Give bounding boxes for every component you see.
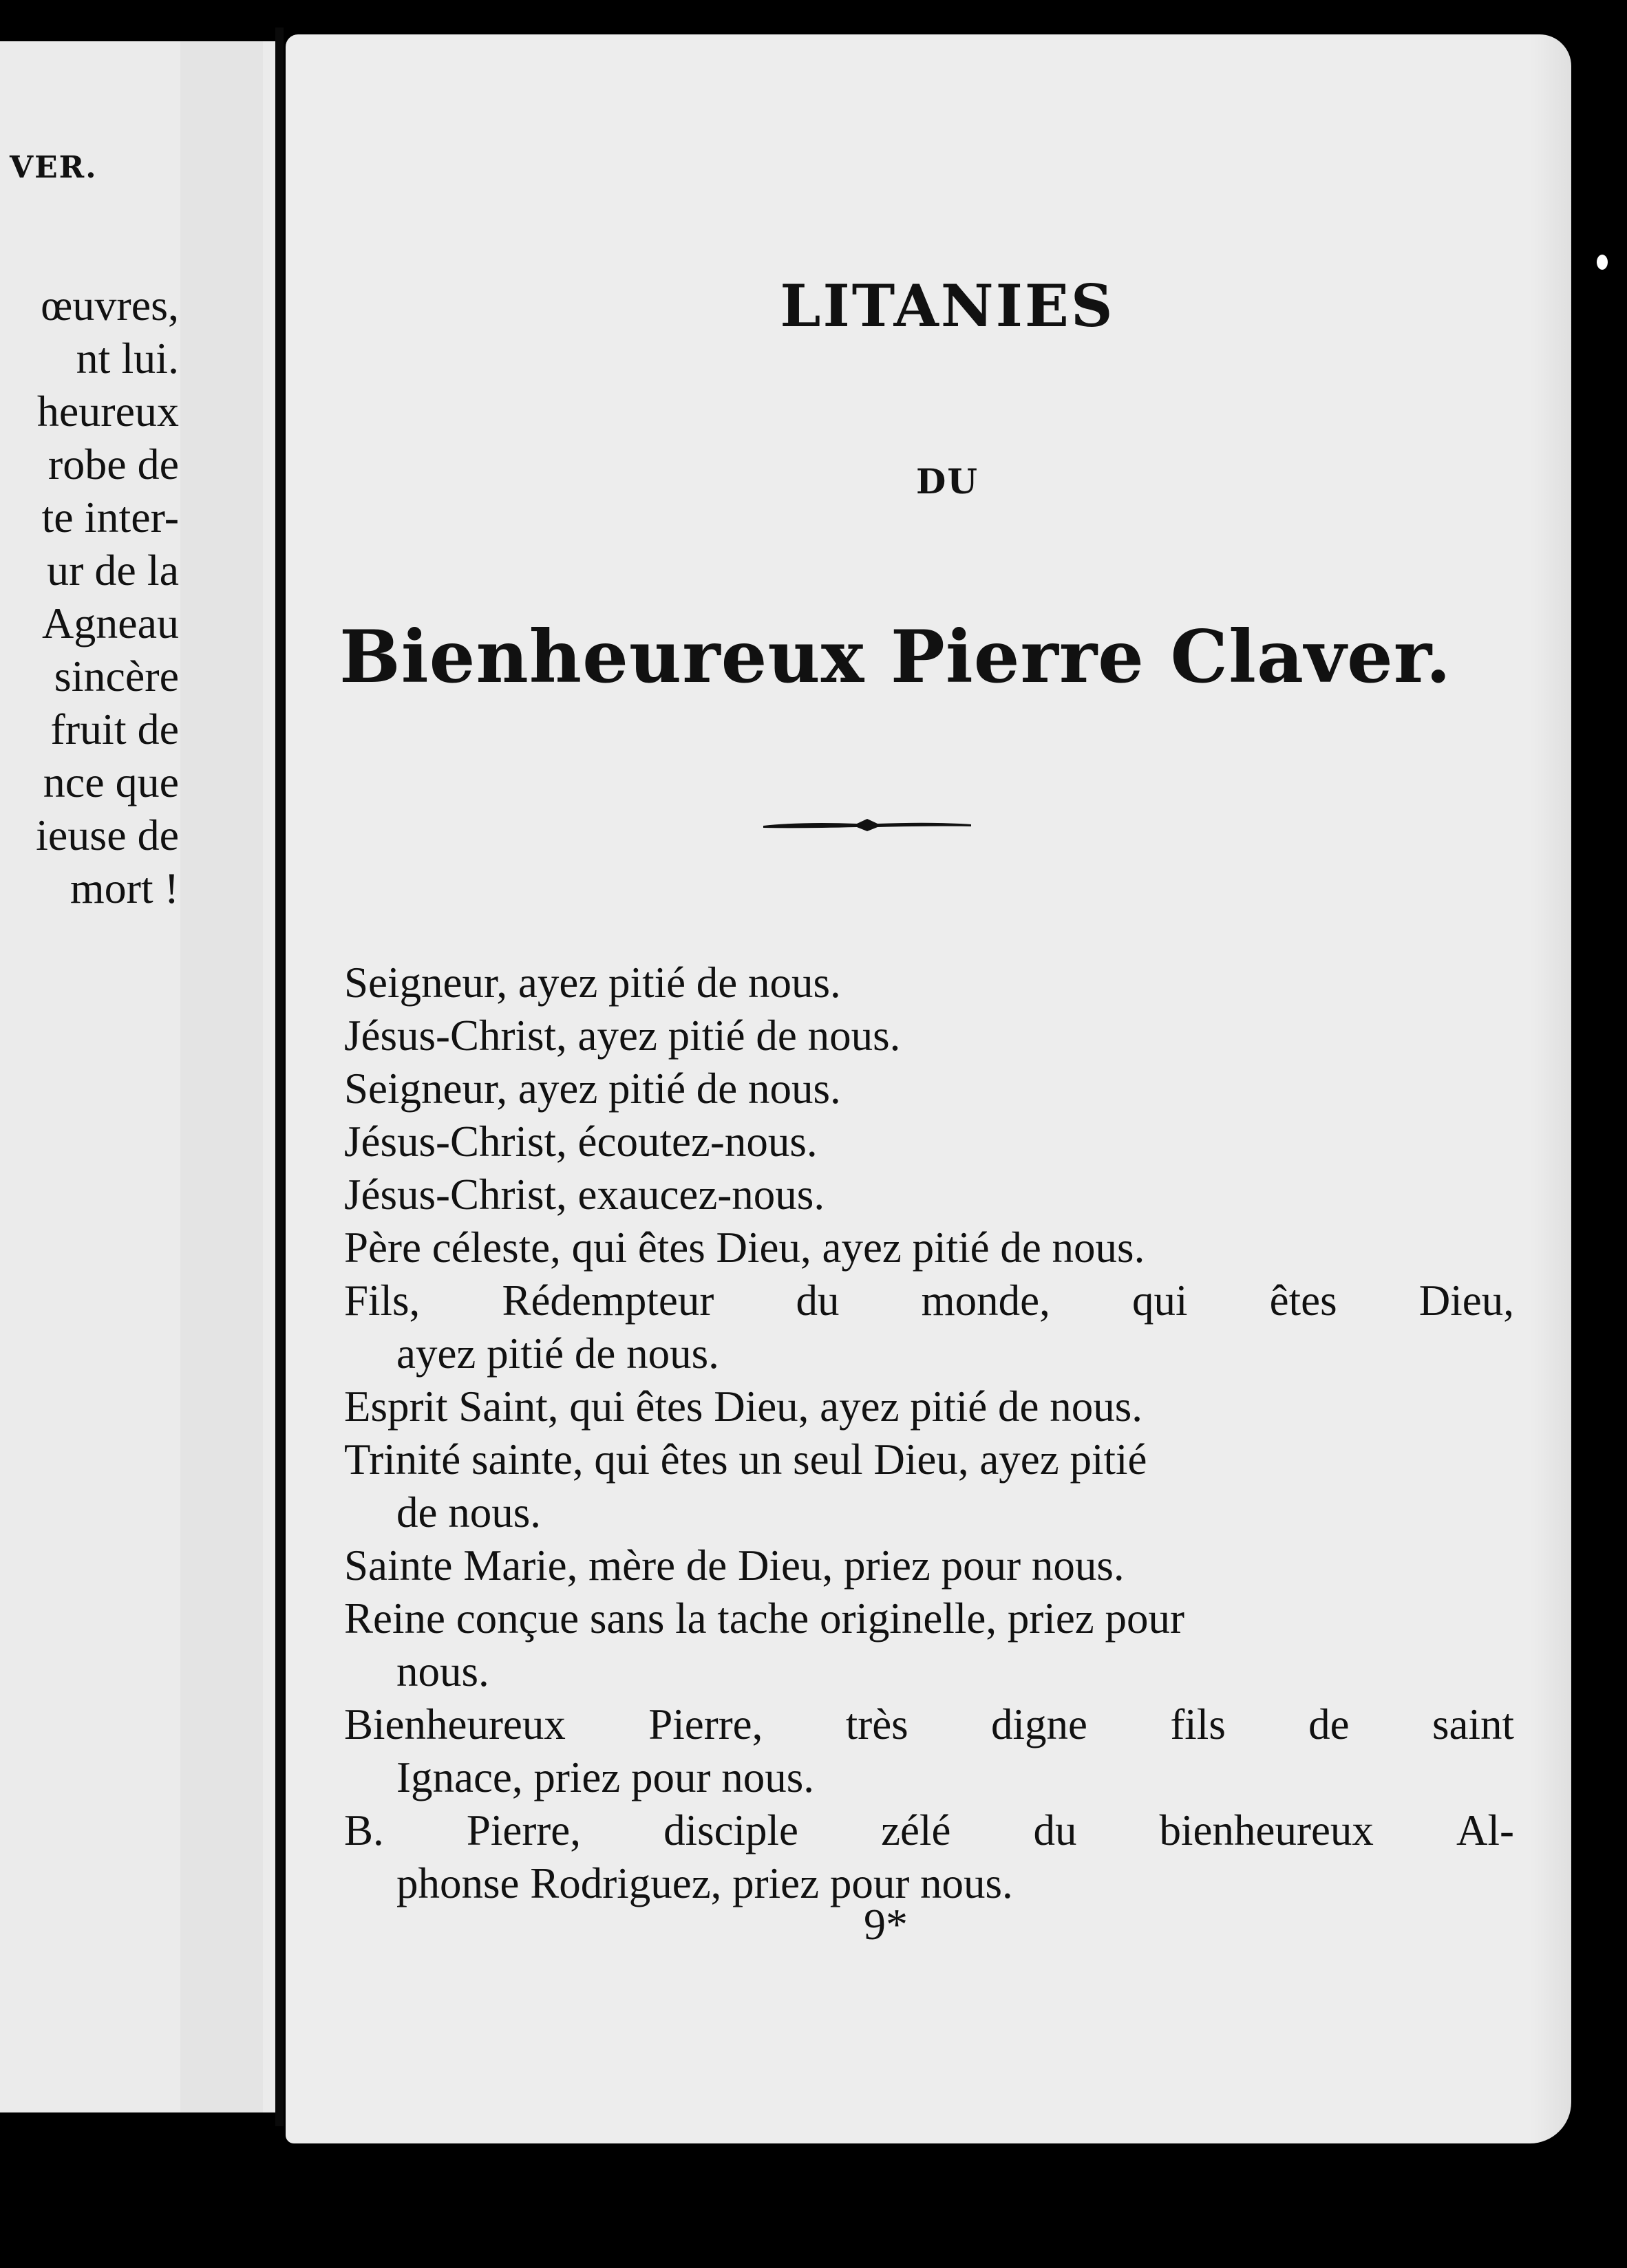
litany-line: nous.: [396, 1647, 489, 1695]
litany-word: Bienheureux: [344, 1700, 566, 1748]
left-page-fragment: [0, 41, 275, 2112]
litany-word: êtes: [1269, 1276, 1337, 1325]
litany-word: qui: [1132, 1276, 1188, 1325]
litany-line: ayez pitié de nous.: [396, 1329, 719, 1378]
litany-text: [344, 956, 1514, 1910]
signature-mark: 9*: [864, 1900, 908, 1949]
litany-word: bienheureux: [1159, 1806, 1374, 1854]
litany-word: très: [845, 1700, 908, 1748]
left-page-line: ur de la: [47, 546, 179, 595]
litany-line: Jésus-Christ, écoutez-nous.: [344, 1117, 818, 1166]
litany-word: du: [796, 1276, 840, 1325]
left-page-text: [36, 279, 179, 914]
litany-line: [344, 1698, 1514, 1751]
ornamental-rule-icon: [761, 804, 974, 845]
left-page-running-header: VER.: [10, 150, 98, 185]
litany-word: Dieu,: [1418, 1276, 1514, 1325]
litany-line: Seigneur, ayez pitié de nous.: [344, 959, 841, 1007]
litany-word: de: [1308, 1700, 1350, 1748]
litany-word: disciple: [663, 1806, 799, 1854]
left-page-line: ieuse de: [36, 811, 179, 859]
left-page-line: nce que: [43, 758, 179, 806]
saint-name-heading: Bienheureux Pierre Claver.: [339, 614, 1452, 699]
left-page-line: nt lui.: [76, 334, 179, 383]
left-page-line: sincère: [54, 652, 179, 700]
left-page-line: te inter-: [41, 493, 179, 542]
litany-word: digne: [991, 1700, 1087, 1748]
litany-word: Rédempteur: [502, 1276, 714, 1325]
litany-word: Pierre,: [648, 1700, 763, 1748]
litany-word: fils: [1170, 1700, 1226, 1748]
litany-line: [344, 1804, 1514, 1857]
litany-word: Fils,: [344, 1276, 421, 1325]
left-page-line: œuvres,: [41, 281, 179, 330]
litany-word: zélé: [881, 1806, 951, 1854]
litany-word: B.: [344, 1806, 384, 1854]
page-title: LITANIES: [780, 272, 1115, 340]
book-page: [286, 34, 1571, 2143]
litany-line: Jésus-Christ, exaucez-nous.: [344, 1170, 825, 1219]
scan-artifact: [1597, 255, 1608, 270]
litany-line: Sainte Marie, mère de Dieu, priez pour nous.: [344, 1541, 1125, 1590]
litany-word: monde,: [921, 1276, 1050, 1325]
left-page-line: robe de: [47, 440, 179, 489]
book-gutter: [275, 28, 284, 2126]
litany-line: [344, 1274, 1514, 1327]
litany-line: Trinité sainte, qui êtes un seul Dieu, ayez pitié: [344, 1435, 1147, 1484]
litany-line: phonse Rodriguez, priez pour nous.: [396, 1859, 1013, 1907]
page-subtitle: DU: [916, 461, 979, 502]
left-page-line: mort !: [70, 864, 179, 912]
litany-word: saint: [1432, 1700, 1514, 1748]
left-page-shade: [180, 41, 263, 2112]
litany-word: du: [1033, 1806, 1077, 1854]
left-page-line: Agneau: [41, 599, 179, 648]
litany-line: Jésus-Christ, ayez pitié de nous.: [344, 1012, 901, 1060]
litany-line: Ignace, priez pour nous.: [396, 1753, 815, 1801]
page-edge-shade: [1530, 34, 1571, 2143]
left-page-line: fruit de: [50, 705, 179, 753]
litany-line: Seigneur, ayez pitié de nous.: [344, 1065, 841, 1113]
litany-word: Al-: [1456, 1806, 1514, 1854]
litany-line: de nous.: [396, 1488, 541, 1537]
left-page-line: heureux: [36, 387, 179, 436]
litany-word: Pierre,: [466, 1806, 582, 1854]
litany-line: Reine conçue sans la tache originelle, priez pour: [344, 1594, 1184, 1643]
litany-line: Père céleste, qui êtes Dieu, ayez pitié de nous.: [344, 1223, 1145, 1272]
litany-line: Esprit Saint, qui êtes Dieu, ayez pitié de nous.: [344, 1382, 1142, 1431]
